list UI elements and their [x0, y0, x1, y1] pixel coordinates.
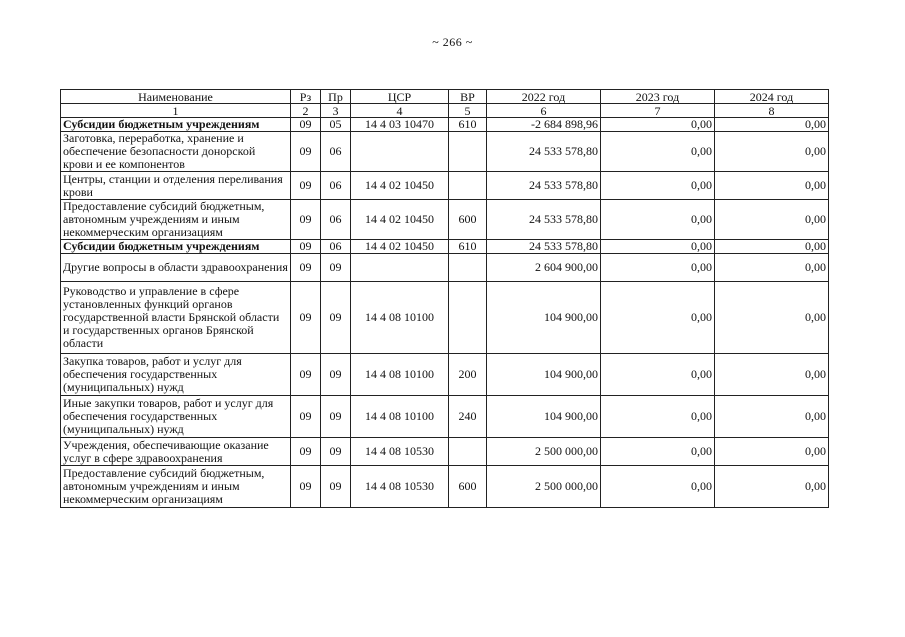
cell-2022: 24 533 578,80 — [487, 200, 601, 240]
column-number: 2 — [291, 104, 321, 118]
cell-csr: 14 4 02 10450 — [351, 200, 449, 240]
table-row — [61, 354, 829, 396]
header-name: Наименование — [61, 90, 291, 104]
cell-vr: 610 — [449, 118, 487, 132]
cell-vr: 600 — [449, 200, 487, 240]
cell-csr: 14 4 08 10100 — [351, 282, 449, 354]
header-csr: ЦСР — [351, 90, 449, 104]
cell-2024: 0,00 — [715, 118, 829, 132]
cell-csr: 14 4 08 10530 — [351, 438, 449, 466]
cell-name: Предоставление субсидий бюджетным, автономным учреждениям и иным некоммерческим организациям — [61, 466, 291, 508]
cell-2022: 2 604 900,00 — [487, 254, 601, 282]
cell-pr: 06 — [321, 172, 351, 200]
cell-pr: 06 — [321, 240, 351, 254]
cell-rz: 09 — [291, 396, 321, 438]
cell-name: Иные закупки товаров, работ и услуг для обеспечения государственных (муниципальных) нужд — [61, 396, 291, 438]
cell-pr: 09 — [321, 254, 351, 282]
cell-2023: 0,00 — [601, 282, 715, 354]
column-number: 6 — [487, 104, 601, 118]
cell-pr: 09 — [321, 396, 351, 438]
column-number: 7 — [601, 104, 715, 118]
table-row — [61, 200, 829, 240]
cell-rz: 09 — [291, 172, 321, 200]
cell-vr — [449, 438, 487, 466]
header-vr: ВР — [449, 90, 487, 104]
cell-2024: 0,00 — [715, 254, 829, 282]
cell-csr: 14 4 02 10450 — [351, 172, 449, 200]
cell-2023: 0,00 — [601, 254, 715, 282]
header-pr: Пр — [321, 90, 351, 104]
table-row — [61, 118, 829, 132]
column-number: 3 — [321, 104, 351, 118]
cell-2023: 0,00 — [601, 438, 715, 466]
table-row — [61, 438, 829, 466]
cell-name: Заготовка, переработка, хранение и обеспечение безопасности донорской крови и ее компонентов — [61, 132, 291, 172]
column-number: 8 — [715, 104, 829, 118]
cell-pr: 09 — [321, 438, 351, 466]
budget-table — [60, 89, 829, 508]
table-row — [61, 132, 829, 172]
table-row — [61, 254, 829, 282]
cell-name: Предоставление субсидий бюджетным, автономным учреждениям и иным некоммерческим организациям — [61, 200, 291, 240]
cell-rz: 09 — [291, 282, 321, 354]
cell-vr — [449, 254, 487, 282]
cell-2023: 0,00 — [601, 396, 715, 438]
cell-pr: 06 — [321, 200, 351, 240]
cell-name: Закупка товаров, работ и услуг для обеспечения государственных (муниципальных) нужд — [61, 354, 291, 396]
cell-csr: 14 4 08 10530 — [351, 466, 449, 508]
cell-2024: 0,00 — [715, 282, 829, 354]
table-row — [61, 172, 829, 200]
cell-vr — [449, 132, 487, 172]
page-number: ~ 266 ~ — [432, 35, 473, 49]
table-row — [61, 282, 829, 354]
cell-rz: 09 — [291, 200, 321, 240]
cell-pr: 09 — [321, 466, 351, 508]
cell-pr: 09 — [321, 282, 351, 354]
column-number: 5 — [449, 104, 487, 118]
cell-2022: 24 533 578,80 — [487, 240, 601, 254]
header-2023: 2023 год — [601, 90, 715, 104]
cell-2023: 0,00 — [601, 240, 715, 254]
cell-2022: 24 533 578,80 — [487, 132, 601, 172]
cell-vr: 200 — [449, 354, 487, 396]
cell-rz: 09 — [291, 354, 321, 396]
cell-name: Другие вопросы в области здравоохранения — [61, 254, 291, 282]
column-number: 4 — [351, 104, 449, 118]
cell-name: Учреждения, обеспечивающие оказание услуг в сфере здравоохранения — [61, 438, 291, 466]
cell-2022: 104 900,00 — [487, 354, 601, 396]
cell-2024: 0,00 — [715, 172, 829, 200]
cell-vr: 610 — [449, 240, 487, 254]
cell-rz: 09 — [291, 240, 321, 254]
cell-vr — [449, 172, 487, 200]
table-row — [61, 466, 829, 508]
cell-pr: 05 — [321, 118, 351, 132]
table-header-row — [61, 90, 829, 104]
cell-vr — [449, 282, 487, 354]
cell-2023: 0,00 — [601, 172, 715, 200]
cell-2024: 0,00 — [715, 466, 829, 508]
cell-vr: 600 — [449, 466, 487, 508]
cell-name: Субсидии бюджетным учреждениям — [61, 240, 291, 254]
cell-2022: 2 500 000,00 — [487, 466, 601, 508]
cell-2022: 104 900,00 — [487, 396, 601, 438]
cell-name: Руководство и управление в сфере установленных функций органов государственной власти Брянской области и государственных органов Брянской области — [61, 282, 291, 354]
cell-2024: 0,00 — [715, 132, 829, 172]
column-number-row — [61, 104, 829, 118]
cell-csr: 14 4 08 10100 — [351, 354, 449, 396]
cell-rz: 09 — [291, 466, 321, 508]
cell-name: Центры, станции и отделения переливания крови — [61, 172, 291, 200]
cell-name: Субсидии бюджетным учреждениям — [61, 118, 291, 132]
cell-2024: 0,00 — [715, 396, 829, 438]
cell-2023: 0,00 — [601, 354, 715, 396]
cell-2024: 0,00 — [715, 354, 829, 396]
cell-2022: 24 533 578,80 — [487, 172, 601, 200]
cell-2022: -2 684 898,96 — [487, 118, 601, 132]
cell-2023: 0,00 — [601, 132, 715, 172]
header-2022: 2022 год — [487, 90, 601, 104]
cell-csr — [351, 132, 449, 172]
table-row — [61, 396, 829, 438]
header-rz: Рз — [291, 90, 321, 104]
cell-vr: 240 — [449, 396, 487, 438]
cell-2023: 0,00 — [601, 466, 715, 508]
cell-2024: 0,00 — [715, 240, 829, 254]
cell-rz: 09 — [291, 132, 321, 172]
cell-2023: 0,00 — [601, 118, 715, 132]
cell-pr: 06 — [321, 132, 351, 172]
cell-rz: 09 — [291, 438, 321, 466]
table-row — [61, 240, 829, 254]
cell-2023: 0,00 — [601, 200, 715, 240]
cell-2022: 104 900,00 — [487, 282, 601, 354]
column-number: 1 — [61, 104, 291, 118]
cell-csr: 14 4 02 10450 — [351, 240, 449, 254]
cell-csr — [351, 254, 449, 282]
cell-csr: 14 4 08 10100 — [351, 396, 449, 438]
cell-csr: 14 4 03 10470 — [351, 118, 449, 132]
cell-2024: 0,00 — [715, 438, 829, 466]
cell-2024: 0,00 — [715, 200, 829, 240]
header-2024: 2024 год — [715, 90, 829, 104]
cell-rz: 09 — [291, 118, 321, 132]
cell-rz: 09 — [291, 254, 321, 282]
cell-pr: 09 — [321, 354, 351, 396]
cell-2022: 2 500 000,00 — [487, 438, 601, 466]
